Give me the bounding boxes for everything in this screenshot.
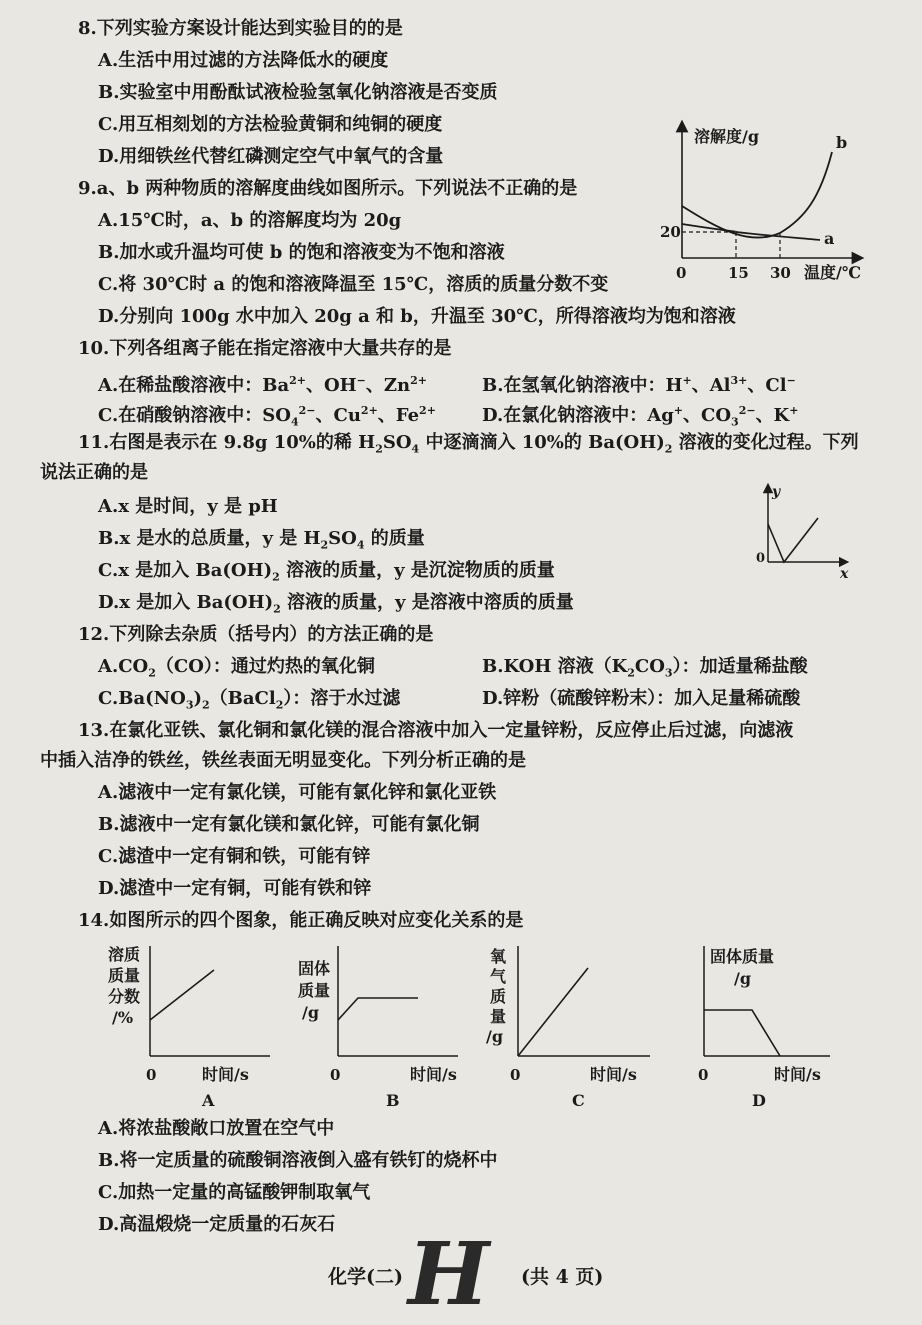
q10-option-b: B.在氢氧化钠溶液中：H+、$Al^{3+}$、Cl− — [482, 374, 796, 396]
q13-option-b: B.滤液中一定有氯化镁和氯化锌，可能有氯化铜 — [98, 814, 480, 835]
footer — [328, 1262, 603, 1289]
q8-option-a: A.生活中用过滤的方法降低水的硬度 — [98, 50, 389, 71]
q11-option-c: C.x 是加入 $Ba(OH)_2$ 溶液的质量，y 是沉淀物质的质量 — [98, 560, 555, 584]
q11-curve — [768, 518, 818, 562]
q14-option-b: B.将一定质量的硫酸铜溶液倒入盛有铁钉的烧杯中 — [98, 1150, 498, 1171]
q9-tick-15: 15 — [728, 264, 749, 282]
q11-stem-line2: 说法正确的是 — [40, 462, 148, 483]
q14b-origin: 0 — [330, 1066, 341, 1084]
q14-figure-d — [668, 938, 848, 1108]
q11-y-label: y — [772, 484, 781, 500]
q11-option-d: D.x 是加入 $Ba(OH)_2$ 溶液的质量，y 是溶液中溶质的质量 — [98, 592, 574, 616]
footer-total: (共 4 页) — [520, 1266, 604, 1288]
q14-figure-a — [98, 938, 278, 1108]
q14a-ylabel-1: 溶质 — [108, 945, 141, 964]
q14d-letter: D — [752, 1091, 766, 1110]
q10-option-a: A.在稀盐酸溶液中：$Ba^{2+}$、OH−、$Zn^{2+}$ — [98, 374, 427, 396]
q9-x-label: 温度/℃ — [804, 263, 862, 282]
q9-tick-20: 20 — [660, 223, 681, 241]
q13-option-c: C.滤渣中一定有铜和铁，可能有锌 — [98, 846, 371, 867]
q9-option-d: D.分别向 100g 水中加入 20g a 和 b，升温至 30℃，所得溶液均为饱和溶液 — [98, 306, 736, 327]
q9-curve-b — [682, 152, 832, 238]
q14-stem: 14.如图所示的四个图象，能正确反映对应变化关系的是 — [78, 910, 524, 931]
q9-option-c: C.将 30℃时 a 的饱和溶液降温至 15℃，溶质的质量分数不变 — [98, 274, 609, 295]
q14-option-a: A.将浓盐酸敞口放置在空气中 — [98, 1118, 335, 1139]
q14a-x-label: 时间/s — [202, 1065, 249, 1084]
q9-stem: 9.a、b 两种物质的溶解度曲线如图所示。下列说法不正确的是 — [78, 178, 578, 199]
q11-figure — [748, 482, 858, 582]
q8-option-c: C.用互相刻划的方法检验黄铜和纯铜的硬度 — [98, 114, 443, 135]
q14c-ylabel-4: 量 — [490, 1007, 507, 1026]
q14b-ylabel-2: 质量 — [298, 981, 331, 1000]
q14d-ylabel-1: 固体质量 — [710, 947, 775, 966]
q12-option-c: $C.Ba(NO_3)_2(BaCl_2)$：溶于水过滤 — [98, 688, 401, 712]
q14c-letter: C — [572, 1091, 585, 1110]
q12-option-a: $A.CO_2(CO)$：通过灼热的氧化铜 — [98, 656, 375, 680]
q12-option-b: B.KOH 溶液$(K_2CO_3)$：加适量稀盐酸 — [482, 656, 808, 680]
q14c-origin: 0 — [510, 1066, 521, 1084]
q14a-ylabel-4: /% — [112, 1008, 134, 1027]
q14b-ylabel-1: 固体 — [298, 959, 331, 978]
footer-h-mark: H — [408, 1224, 490, 1325]
q11-origin: 0 — [756, 551, 766, 566]
q14a-curve — [150, 970, 214, 1020]
q14a-ylabel-3: 分数 — [108, 987, 141, 1006]
q14c-x-label: 时间/s — [590, 1065, 637, 1084]
q13-stem-line1: 13.在氯化亚铁、氯化铜和氯化镁的混合溶液中加入一定量锌粉，反应停止后过滤，向滤液 — [78, 720, 794, 741]
q14d-origin: 0 — [698, 1066, 709, 1084]
q9-tick-30: 30 — [770, 264, 791, 282]
q10-option-d: D.在氯化钠溶液中：Ag+、$CO_3^{2-}$、K+ — [482, 404, 799, 429]
q9-option-b: B.加水或升温均可使 b 的饱和溶液变为不饱和溶液 — [98, 242, 505, 263]
footer-subject: 化学(二) — [328, 1266, 403, 1288]
q14c-ylabel-3: 质 — [490, 987, 507, 1006]
q13-option-a: A.滤液中一定有氯化镁，可能有氯化锌和氯化亚铁 — [98, 782, 497, 803]
q14a-ylabel-2: 质量 — [108, 966, 141, 985]
q9-y-label: 溶解度/g — [694, 127, 760, 146]
q14-option-c: C.加热一定量的高锰酸钾制取氧气 — [98, 1182, 371, 1203]
q14a-origin: 0 — [146, 1066, 157, 1084]
q8-option-d: D.用细铁丝代替红磷测定空气中氧气的含量 — [98, 146, 444, 167]
q12-option-d: D.锌粉（硫酸锌粉末）：加入足量稀硫酸 — [482, 688, 801, 709]
q14-option-d: D.高温煅烧一定质量的石灰石 — [98, 1214, 336, 1235]
q9-tick-0: 0 — [676, 264, 687, 282]
q13-stem-line2: 中插入洁净的铁丝，铁丝表面无明显变化。下列分析正确的是 — [40, 750, 526, 771]
q14d-curve — [704, 1010, 780, 1056]
q14b-ylabel-3: /g — [302, 1003, 320, 1022]
q11-x-label: x — [840, 566, 849, 582]
q14d-x-label: 时间/s — [774, 1065, 821, 1084]
q14-figure-b — [288, 938, 468, 1108]
q9-label-b: b — [836, 133, 848, 152]
q14b-letter: B — [386, 1091, 400, 1110]
q14c-ylabel-1: 氧 — [490, 947, 507, 966]
q14c-ylabel-2: 气 — [490, 967, 507, 986]
q14a-letter: A — [202, 1091, 215, 1110]
q14b-curve — [338, 998, 418, 1020]
q11-stem-line1: 11.右图是表示在 9.8g 10%的稀 $H_2SO_4$ 中逐滴滴入 10%的 $Ba(OH)_2$ 溶液的变化过程。下列 — [78, 432, 859, 456]
q14-figure-c — [478, 938, 658, 1108]
q14c-curve — [518, 968, 588, 1056]
q11-option-a: A.x 是时间，y 是 pH — [98, 496, 278, 517]
q12-stem: 12.下列除去杂质（括号内）的方法正确的是 — [78, 624, 434, 645]
q9-label-a: a — [824, 229, 835, 248]
q10-option-c: C.在硝酸钠溶液中：$SO_4^{2-}$、$Cu^{2+}$、$Fe^{2+}$ — [98, 404, 436, 429]
q13-option-d: D.滤渣中一定有铜，可能有铁和锌 — [98, 878, 372, 899]
q8-option-b: B.实验室中用酚酞试液检验氢氧化钠溶液是否变质 — [98, 82, 498, 103]
q11-option-b: B.x 是水的总质量，y 是 $H_2SO_4$ 的质量 — [98, 528, 425, 552]
q14d-ylabel-2: /g — [734, 969, 752, 988]
q9-solubility-figure — [660, 118, 880, 288]
q10-stem: 10.下列各组离子能在指定溶液中大量共存的是 — [78, 338, 452, 359]
q14b-x-label: 时间/s — [410, 1065, 457, 1084]
q8-stem: 8.下列实验方案设计能达到实验目的的是 — [78, 18, 403, 39]
q9-option-a: A.15℃时，a、b 的溶解度均为 20g — [98, 210, 402, 231]
q14c-ylabel-5: /g — [486, 1027, 504, 1046]
